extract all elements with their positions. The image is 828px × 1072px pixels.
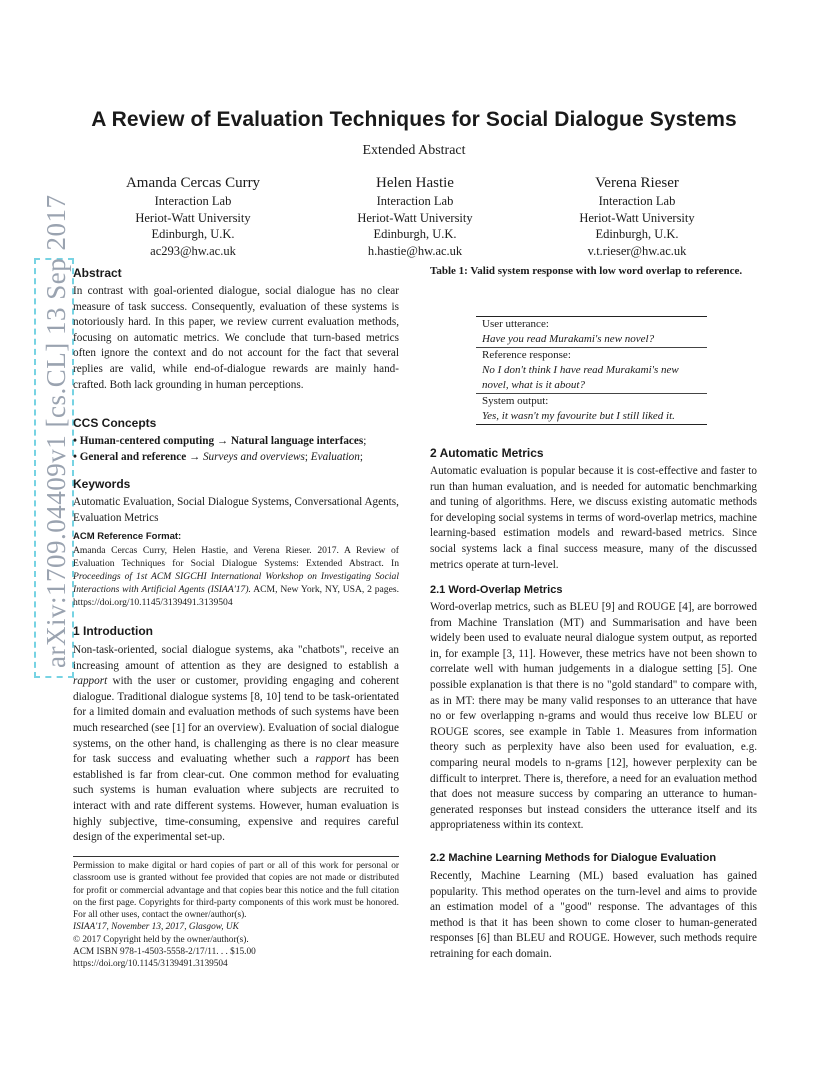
permission-text: Permission to make digital or hard copies of part or all of this work for personal or classroom use is granted without fee provided that copies are not made or distributed for profit or commercial advantage and that copies bear this notice and the full citation on the first page. Copyrights for third-party components of this work must be honored. For all other uses, contact the owner/author(s). bbox=[73, 861, 399, 921]
paper-title: A Review of Evaluation Techniques for Social Dialogue Systems bbox=[91, 108, 737, 131]
keywords-text: Automatic Evaluation, Social Dialogue Systems, Conversational Agents, Evaluation Metrics bbox=[73, 496, 399, 524]
intro-text bbox=[73, 643, 399, 846]
table1-user-label: User utterance: bbox=[482, 318, 549, 330]
ccs-evaluation: Evaluation bbox=[310, 450, 360, 463]
ccs-line1-end: ; bbox=[363, 435, 367, 447]
abstract-text: In contrast with goal-oriented dialogue, social dialogue has no clear measure of task success. Consequently, evaluation of these systems is notoriously hard. In this paper, we review current evaluation methods, focusing on automatic metrics. We conclude that turn-based metrics often ignore the context and do not account for the fact that several replies are valid, while end-of-dialogue rewards are mainly hand-crafted. Both lack grounding in human perceptions. bbox=[73, 285, 399, 391]
author-lab: Interaction Lab bbox=[376, 194, 454, 208]
author-email[interactable]: h.hastie@hw.ac.uk bbox=[367, 243, 463, 258]
abstract-heading: Abstract bbox=[73, 266, 122, 280]
author-city: Edinburgh, U.K. bbox=[151, 227, 235, 241]
table1-ref-text: No I don't think I have read Murakami's new novel, what is it about? bbox=[482, 364, 679, 391]
table1-caption: Table 1: Valid system response with low word overlap to reference. bbox=[430, 265, 743, 277]
permission-isbn: ACM ISBN 978-1-4503-5558-2/17/11. . . $15.00 bbox=[73, 947, 256, 958]
arxiv-sidebar bbox=[14, 194, 71, 678]
author-city: Edinburgh, U.K. bbox=[595, 227, 679, 241]
sec2-text: Automatic evaluation is popular because it is cost-effective and faster to run than human evaluation, and is needed for automatic benchmarking and tuning of algorithms. Here, we discuss existing automatic methods for developing social systems in terms of word-overlap metrics, machine learning-based estimation models and reward-based metrics. Since social systems lack a final success measure, many of the discussed metrics operate at turn-level. bbox=[430, 465, 757, 571]
table1-sys-label: System output: bbox=[476, 393, 707, 409]
intro-part-2: with the user or customer, providing engaging and coherent dialogue. Traditional dialogue systems [8, 10] tend to be task-orientated for a limited domain and evaluation methods of such systems have been much researched (see [1] for an overview). Evaluation of social dialogue systems, on the other hand, is challenging as there is no clear measure for task success and evaluating whether such a bbox=[73, 675, 399, 766]
reference-format-text bbox=[73, 544, 399, 609]
permission-copyright: © 2017 Copyright held by the owner/author(s). bbox=[73, 934, 249, 945]
author-university: Heriot-Watt University bbox=[579, 210, 695, 225]
intro-heading: 1 Introduction bbox=[73, 624, 153, 638]
permission-notice bbox=[73, 860, 399, 971]
table1-user-text: Have you read Murakami's new novel? bbox=[482, 333, 655, 345]
arxiv-identifier: arXiv:1709.04409v1 [cs.CL] 13 Sep 2017 bbox=[34, 258, 74, 678]
keywords-heading: Keywords bbox=[73, 477, 131, 491]
author-email[interactable]: v.t.rieser@hw.ac.uk bbox=[587, 243, 687, 258]
paper-subtitle: Extended Abstract bbox=[362, 143, 466, 158]
reference-format-heading: ACM Reference Format: bbox=[73, 531, 182, 542]
ref-text-b: ACM, New York, NY, USA, 2 pages. https://doi.org/10.1145/3139491.3139504 bbox=[73, 584, 399, 609]
table1-sys-text: Yes, it wasn't my favourite but I still liked it. bbox=[482, 410, 675, 422]
table1 bbox=[476, 316, 707, 425]
sec2-heading: 2 Automatic Metrics bbox=[430, 446, 544, 460]
author-email[interactable]: ac293@hw.ac.uk bbox=[150, 243, 236, 258]
author-1 bbox=[83, 173, 303, 259]
author-name: Verena Rieser bbox=[595, 175, 679, 191]
author-university: Heriot-Watt University bbox=[357, 210, 473, 225]
ccs-line1: • Human-centered computing → Natural language interfaces bbox=[73, 435, 364, 447]
sec22-heading: 2.2 Machine Learning Methods for Dialogue Evaluation bbox=[430, 852, 717, 864]
author-city: Edinburgh, U.K. bbox=[373, 227, 457, 241]
author-name: Helen Hastie bbox=[376, 175, 454, 191]
footnote-rule bbox=[73, 856, 399, 857]
permission-venue: ISIAA'17, November 13, 2017, Glasgow, UK bbox=[73, 922, 239, 933]
ccs-line2-end: ; bbox=[359, 450, 363, 463]
table1-ref-label: Reference response: bbox=[476, 347, 707, 363]
intro-part-1: Non-task-oriented, social dialogue systems, aka "chatbots", receive an increasing amount of attention as they are designed to establish a bbox=[73, 644, 399, 672]
ccs-line2: • General and reference bbox=[73, 450, 187, 463]
ccs-sep: ; bbox=[304, 450, 311, 463]
sec22-text: Recently, Machine Learning (ML) based evaluation has gained popularity. This method operates on the turn-level and aims to provide an estimation model of a "good" response. The advantages of this method is that it has been shown to come closer to human-generated responses [6] than BLEU and ROUGE. However, such methods require retraining for each domain. bbox=[430, 870, 757, 960]
permission-doi[interactable]: https://doi.org/10.1145/3139491.3139504 bbox=[73, 959, 228, 970]
ccs-surveys: Surveys and overviews bbox=[202, 450, 305, 463]
author-name: Amanda Cercas Curry bbox=[125, 175, 261, 191]
ccs-arrow: → bbox=[186, 450, 203, 463]
intro-rapport-1: rapport bbox=[73, 675, 108, 688]
author-3 bbox=[527, 173, 747, 259]
ccs-heading: CCS Concepts bbox=[73, 416, 157, 430]
author-lab: Interaction Lab bbox=[154, 194, 232, 208]
author-university: Heriot-Watt University bbox=[135, 210, 251, 225]
ref-text-a: Amanda Cercas Curry, Helen Hastie, and Verena Rieser. 2017. A Review of Evaluation Techniques for Social Dialogue Systems: Extended Abstract. In bbox=[73, 545, 399, 570]
sec21-text: Word-overlap metrics, such as BLEU [9] and ROUGE [4], are borrowed from Machine Translation (MT) and Summarisation and have been widely been used to evaluate neural dialogue system output, as reported in, for example [3, 11]. However, these metrics have not been shown to correlate well with human judgements in a dialogue setting [5]. One possible explanation is that there is no "gold standard" to compare with, as in MT: there may be many valid responses to an utterance that have no or few overlapping n-grams and would thus receive low BLEU or ROUGE scores, see example in Table 1. Measures from information theory such as perplexity have also been used for evaluation, e.g. comparing neural models to n-grams [12], however perplexity can be difficult to interpret. There is, therefore, a need for an evaluation method that does not measure success by comparing an utterance to human-generated responses but instead considers the utterance itself and its appropriateness within its context. bbox=[430, 601, 757, 832]
intro-rapport-2: rapport bbox=[315, 753, 350, 766]
author-lab: Interaction Lab bbox=[598, 194, 676, 208]
author-2 bbox=[305, 173, 525, 259]
ref-text-proceedings: Proceedings of 1st ACM SIGCHI International Workshop on Investigating Social Interactions with Artificial Agents (ISIAA'17). bbox=[73, 571, 399, 596]
sec21-heading: 2.1 Word-Overlap Metrics bbox=[430, 584, 563, 596]
intro-part-3: has been established is far from clear-cut. One common method for evaluating such systems is human evaluation where subjects are recruited to interact with and rate different systems. However, human evaluation is highly subjective, time-consuming, expensive and requires careful design of the experimental set-up. bbox=[73, 753, 399, 844]
ccs-concepts bbox=[73, 434, 399, 465]
